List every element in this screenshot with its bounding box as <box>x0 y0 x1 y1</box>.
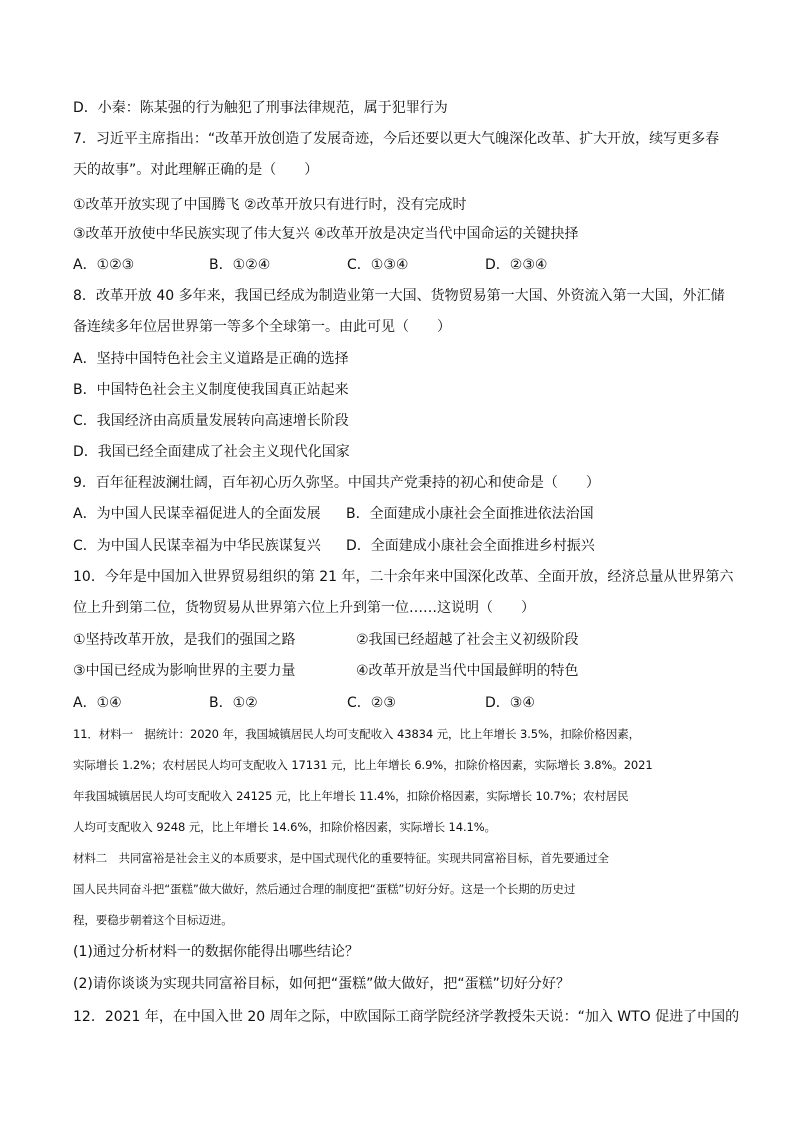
q11-subquestion-2: (2)请你谈谈为实现共同富裕目标，如何把“蛋糕”做大做好，把“蛋糕”切好分好？ <box>73 976 570 992</box>
q10-statements-1 <box>73 630 725 650</box>
q11-material2-line1: 材料二 共同富裕是社会主义的本质要求，是中国式现代化的重要特征。实现共同富裕目标，首先要通过全 <box>73 851 609 865</box>
q8-option-a[interactable]: A．坚持中国特色社会主义道路是正确的选择 <box>73 351 349 367</box>
q12-stem-line1: 12．2021 年，在中国入世 20 周年之际，中欧国际工商学院经济学教授朱天说：“加入 WTO 促进了中国的 <box>73 1009 740 1025</box>
q8-option-d[interactable]: D．我国已经全面建成了社会主义现代化国家 <box>73 444 350 460</box>
q11-material2-line3: 程，要稳步朝着这个目标迈进。 <box>73 913 233 927</box>
q7-option-a[interactable]: A．①②③ <box>73 257 135 273</box>
q9-option-c[interactable]: C．为中国人民谋幸福为中华民族谋复兴 <box>73 538 321 554</box>
q10-statement-1: ①坚持改革开放，是我们的强国之路 <box>73 632 296 648</box>
q11-material1-line2: 实际增长 1.2%；农村居民人均可支配收入 17131 元，比上年增长 6.9%，扣除价格因素，实际增长 3.8%。2021 <box>73 758 653 772</box>
q9-stem: 9．百年征程波澜壮阔，百年初心历久弥坚。中国共产党秉持的初心和使命是（ ） <box>73 475 600 491</box>
q10-stem-line1: 10．今年是中国加入世界贸易组织的第 21 年，二十余年来中国深化改革、全面开放，经济总量从世界第六 <box>73 569 734 585</box>
q8-option-b[interactable]: B．中国特色社会主义制度使我国真正站起来 <box>73 382 349 398</box>
q8-option-c[interactable]: C．我国经济由高质量发展转向高速增长阶段 <box>73 413 349 429</box>
q9-option-d[interactable]: D．全面建成小康社会全面推进乡村振兴 <box>346 538 595 554</box>
q10-option-b[interactable]: B．①② <box>209 695 258 711</box>
q9-option-b[interactable]: B．全面建成小康社会全面推进依法治国 <box>346 506 594 522</box>
q11-material1-line1: 11．材料一 据统计：2020 年，我国城镇居民人均可支配收入 43834 元，比上年增长 3.5%，扣除价格因素， <box>73 727 641 741</box>
q9-options-row2 <box>73 536 725 556</box>
q7-stem-line2: 天的故事”。对此理解正确的是（ ） <box>73 162 319 178</box>
q7-option-b[interactable]: B．①②④ <box>209 257 271 273</box>
q10-options <box>73 693 725 713</box>
q10-statements-2 <box>73 661 725 681</box>
q6-option-d: D．小秦：陈某强的行为触犯了刑事法律规范，属于犯罪行为 <box>73 100 448 116</box>
q7-statements-2: ③改革开放使中华民族实现了伟大复兴 ④改革开放是决定当代中国命运的关键抉择 <box>73 226 579 242</box>
q10-option-a[interactable]: A．①④ <box>73 695 122 711</box>
q11-material1-line3: 年我国城镇居民人均可支配收入 24125 元，比上年增长 11.4%，扣除价格因素，实际增长 10.7%；农村居民 <box>73 789 629 803</box>
q10-statement-2: ②我国已经超越了社会主义初级阶段 <box>356 632 579 648</box>
q10-statement-3: ③中国已经成为影响世界的主要力量 <box>73 663 296 679</box>
q11-material1-line4: 人均可支配收入 9248 元，比上年增长 14.6%，扣除价格因素，实际增长 14.1%。 <box>73 820 496 834</box>
q10-option-d[interactable]: D．③④ <box>485 695 535 711</box>
q11-subquestion-1: (1)通过分析材料一的数据你能得出哪些结论？ <box>73 944 359 960</box>
q7-options <box>73 255 725 275</box>
q9-options-row1 <box>73 504 725 524</box>
q9-option-a[interactable]: A．为中国人民谋幸福促进人的全面发展 <box>73 506 321 522</box>
q8-stem-line1: 8．改革开放 40 多年来，我国已经成为制造业第一大国、货物贸易第一大国、外资流入第一大国，外汇储 <box>73 288 725 304</box>
q7-stem-line1: 7．习近平主席指出：“改革开放创造了发展奇迹，今后还要以更大气魄深化改革、扩大开放，续写更多春 <box>73 131 720 147</box>
q10-statement-4: ④改革开放是当代中国最鲜明的特色 <box>356 663 579 679</box>
q11-material2-line2: 国人民共同奋斗把“蛋糕”做大做好，然后通过合理的制度把“蛋糕”切好分好。这是一个长期的历史过 <box>73 882 576 896</box>
q10-option-c[interactable]: C．②③ <box>347 695 396 711</box>
q8-stem-line2: 备连续多年位居世界第一等多个全球第一。由此可见（ ） <box>73 319 451 335</box>
q10-stem-line2: 位上升到第二位，货物贸易从世界第六位上升到第一位……这说明（ ） <box>73 600 535 616</box>
q7-option-c[interactable]: C．①③④ <box>347 257 409 273</box>
q7-statements-1: ①改革开放实现了中国腾飞 ②改革开放只有进行时，没有完成时 <box>73 197 467 213</box>
q7-option-d[interactable]: D．②③④ <box>485 257 548 273</box>
